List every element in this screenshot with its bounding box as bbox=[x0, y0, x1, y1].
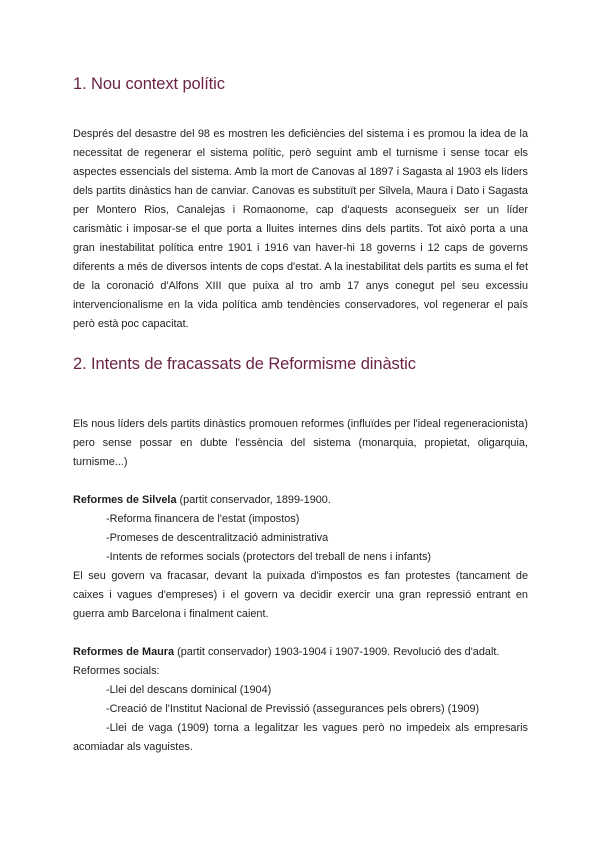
section-heading-reformisme: 2. Intents de fracassats de Reformisme dinàstic bbox=[73, 355, 416, 373]
maura-heading-line bbox=[73, 643, 528, 662]
silvela-block bbox=[73, 491, 528, 624]
maura-block bbox=[73, 643, 528, 757]
maura-social-label: Reformes socials: bbox=[73, 665, 160, 677]
maura-item-last bbox=[73, 719, 528, 757]
silvela-item: -Intents de reformes socials (protectors del treball de nens i infants) bbox=[106, 551, 432, 563]
silvela-item: -Reforma financera de l'estat (impostos) bbox=[106, 513, 300, 525]
maura-last-item-line1: -Llei de vaga (1909) torna a legalitzar les vagues però no impedeix als empresaris bbox=[106, 722, 528, 734]
maura-item: -Llei del descans dominical (1904) bbox=[106, 684, 272, 696]
maura-title: Reformes de Maura bbox=[73, 646, 175, 658]
maura-last-item-line2: acomiadar als vaguistes. bbox=[73, 741, 193, 753]
section-heading-nou-context: 1. Nou context polític bbox=[73, 75, 225, 93]
maura-item: -Creació de l'Institut Nacional de Previssió (assegurances pels obrers) (1909) bbox=[106, 703, 480, 715]
section-paragraph-nou-context: Després del desastre del 98 es mostren les deficiències del sistema i es promou la idea de la necessitat de regenerar el sistema polític, però seguint amb el turnisme i sense tocar els aspectes essencials del sistema. Amb la mort de Canovas al 1897 i Sagasta al 1903 els líders dels partits dinàstics han de canviar. Canovas es substituït per Silvela, Maura i Dato i Sagasta per Montero Rios, Canalejas i Romaonome, cap d'aquests aconsegueix ser un líder carismàtic i imposar-se el que porta a lluites internes dins dels partits. Tot això porta a una gran inestabilitat política entre 1901 i 1916 van haver-hi 18 governs i 12 caps de governs diferents a més de diversos intents de cops d'estat. A la inestabilitat dels partits es suma el fet de la coronació d'Alfons XIII que puixa al tro amb 17 anys conegut pel seu excessiu intervencionalisme en la vida política amb tendències conservadores, vol regenerar el país però està poc capacitat. bbox=[73, 128, 528, 330]
silvela-conclusion: El seu govern va fracasar, devant la puixada d'impostos es fan protestes (tancament de caixes i vagues d'empreses) i el govern va decidir exercir una gran repressió entrant en guerra amb Barcelona i finalment caient. bbox=[73, 570, 528, 620]
silvela-item: -Promeses de descentralització administrativa bbox=[106, 532, 329, 544]
maura-subtitle: (partit conservador) 1903-1904 i 1907-1909. Revolució des d'adalt. bbox=[174, 646, 500, 658]
section-intro-reformisme: Els nous líders dels partits dinàstics promouen reformes (influïdes per l'ideal regeneracionista) pero sense possar en dubte l'essència del sistema (monarquia, propietat, oligarquia, turnisme...) bbox=[73, 418, 528, 468]
silvela-subtitle: (partit conservador, 1899-1900. bbox=[176, 494, 331, 506]
silvela-title: Reformes de Silvela bbox=[73, 494, 177, 506]
silvela-heading-line bbox=[73, 491, 528, 510]
